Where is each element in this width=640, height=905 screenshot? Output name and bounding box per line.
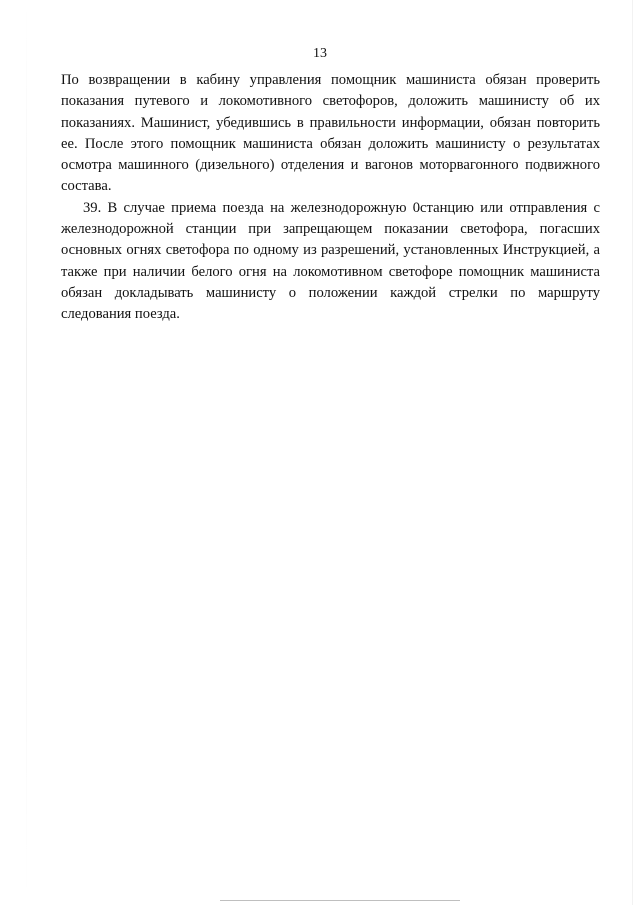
paragraph-39: 39. В случае приема поезда на железнодорожную 0станцию или отправления с железнодорожной станции при запрещающем показании светофора, погасших основных огнях светофора по одному из разрешений, установленных Инструкцией, а также при наличии белого огня на локомотивном светофоре помощник машиниста обязан докладывать машинисту о положении каждой стрелки по маршруту следования поезда. xyxy=(61,199,600,323)
scan-edge-bottom xyxy=(220,900,460,901)
body-text xyxy=(61,70,600,326)
scan-edge-right xyxy=(632,0,633,905)
paragraph-inspection-report: По возвращении в кабину управления помощник машиниста обязан проверить показания путевого и локомотивного светофоров, доложить машинисту об их показаниях. Машинист, убедившись в правильности информации, обязан повторить ее. После этого помощник машиниста обязан доложить машинисту о результатах осмотра машинного (дизельного) отделения и вагонов моторвагонного подвижного состава. xyxy=(61,72,600,195)
page-number: 13 xyxy=(313,46,327,61)
scan-edge-left xyxy=(26,0,27,905)
